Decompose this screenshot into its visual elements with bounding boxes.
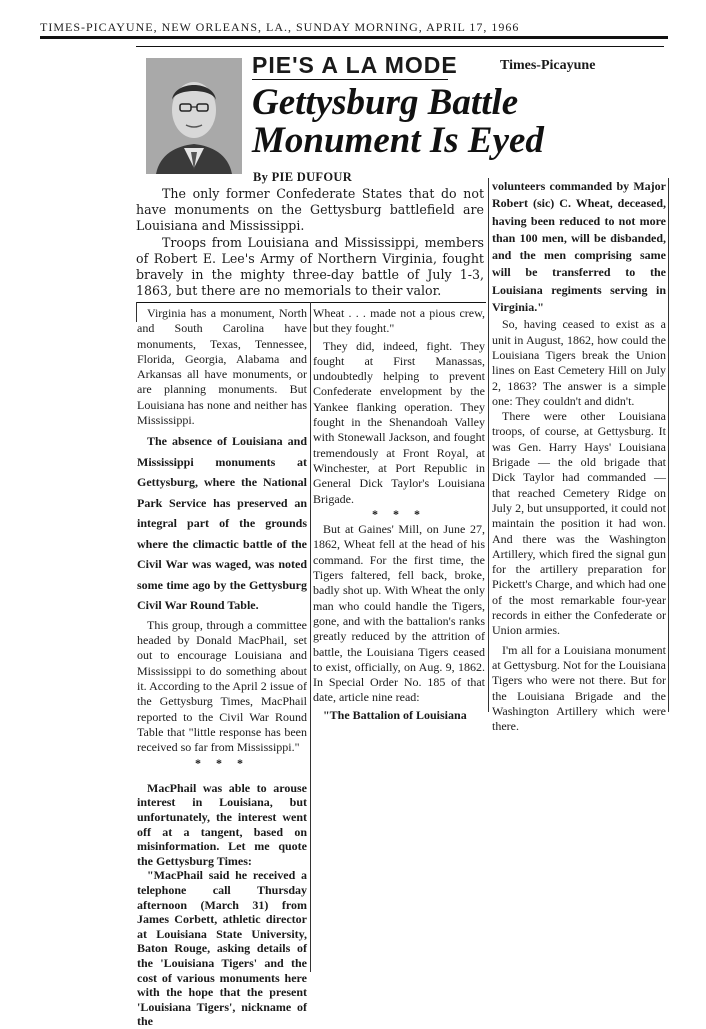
col2-paragraph: Wheat . . . made not a pious crew, but they fought." [313,306,485,336]
col3-paragraph: So, having ceased to exist as a unit in August, 1862, how could the Louisiana Tigers break the Union lines on East Cemetery Hill on July 2, 1863? The answer is a simple one: They couldn't and didn't. [492,317,666,408]
headline-line-1: Gettysburg Battle [252,82,519,123]
column-1 [137,306,307,1029]
header-rule [136,46,664,47]
col1-separator: * * * [195,755,249,770]
masthead-rule [40,36,668,39]
col1-paragraph: Virginia has a monument, North and South Carolina have monuments, Texas, Tennessee, Florida, Georgia, Alabama and Arkansas all have monuments, or are planning monuments. But Louisiana has none and neither has Mississippi. [137,306,307,428]
intro-paragraph: Troops from Louisiana and Mississippi, members of Robert E. Lee's Army of Northern Virginia, fought bravely in the mighty three-day battle of July 1-3, 1863, but there are no memorials to their valor. [136,234,484,299]
col1-paragraph-bold: The absence of Louisiana and Mississippi monuments at Gettysburg, where the National Park Service has preserved an integral part of the grounds where the climactic battle of the Civil War was waged, was noted some time ago by the Gettysburg Civil War Round Table. [137,434,307,613]
col2-paragraph: They did, indeed, fight. They fought at First Manassas, undoubtedly helping to prevent Confederate envelopment by the Yankee flanking operation. They fought in the Shenandoah Valley with Stonewall Jackson, and fought tremendously at Front Royal, at Winchester, at Port Republic in General Dick Taylor's Louisiana Brigade. [313,338,485,506]
col1-paragraph: This group, through a committee headed by Donald MacPhail, set out to encourage Louisiana and Mississippi to do something about it. According to the April 2 issue of the Gettysburg Times, MacPhail reported to the Civil War Round Table that "little response has been received so far from Mississippi." [137,617,307,755]
paper-name: Times-Picayune [500,58,596,73]
intro-paragraph: The only former Confederate States that do not have monuments on the Gettysburg battlefield are Louisiana and Mississippi. [136,186,484,234]
body-top-rule [136,302,486,303]
masthead: TIMES-PICAYUNE, NEW ORLEANS, LA., SUNDAY MORNING, APRIL 17, 1966 [40,20,520,34]
intro-text [136,186,484,299]
col3-paragraph: I'm all for a Louisiana monument at Gettysburg. Not for the Louisiana Tigers who were not there. But for the Louisiana Brigade and the Washington Artillery which were there. [492,642,666,734]
headline-line-2: Monument Is Eyed [252,120,544,161]
column-3 [492,178,666,734]
author-photo [146,58,242,174]
col2-separator: * * * [372,506,426,521]
column-2 [313,306,485,723]
headline [252,84,652,160]
col2-paragraph: But at Gaines' Mill, on June 27, 1862, Wheat fell at the head of his command. For the first time, the Tigers faltered, fell back, broke, badly shot up. With Wheat the only man who could handle the Tigers, gone, and with the battalion's ranks greatly reduced by the attrition of battle, the Louisiana Tigers ceased to exist, officially, on Aug. 9, 1862. In Special Order No. 185 of that date, article nine read: [313,522,485,705]
col1-paragraph-bold: "MacPhail said he received a telephone call Thursday afternoon (March 31) from James Corbett, athletic director at Louisiana State University, Baton Rouge, asking details of the 'Louisiana Tigers' and the cost of various monuments here with the hope that the present 'Louisiana Tigers', nickname of the [137,868,307,1029]
col3-paragraph: There were other Louisiana troops, of course, at Gettysburg. It was Gen. Harry Hays' Louisiana Brigade — the old brigade that Dick Taylor had commanded — that reached Cemetery Ridge on July 2, but unsupported, it could not maintain the position it had won. And there was the Washington Artillery, which fired the signal gun for the artillery preparation for Pickett's Charge, and which had one of the most remarkable four-year records in either the Confederate or Union armies. [492,409,666,638]
col1-paragraph-bold: MacPhail was able to arouse interest in Louisiana, but unfortunately, the interest went off at a tangent, based on misinformation. Let me quote the Gettysburg Times: [137,780,307,868]
column-title-underline [252,79,448,80]
column-divider-2 [488,178,489,712]
column-divider-4 [668,178,669,712]
column-divider-1 [310,302,311,972]
col3-paragraph-bold: volunteers commanded by Major Robert (sic) C. Wheat, deceased, having been reduced to not more than 100 men, will be disbanded, and the men comprising same will be transferred to the Louisiana regiments serving in Virginia." [492,179,666,315]
byline: By PIE DUFOUR [253,170,353,184]
col2-paragraph-bold: "The Battalion of Louisiana [323,707,467,722]
column-title: PIE'S A LA MODE [252,52,458,78]
